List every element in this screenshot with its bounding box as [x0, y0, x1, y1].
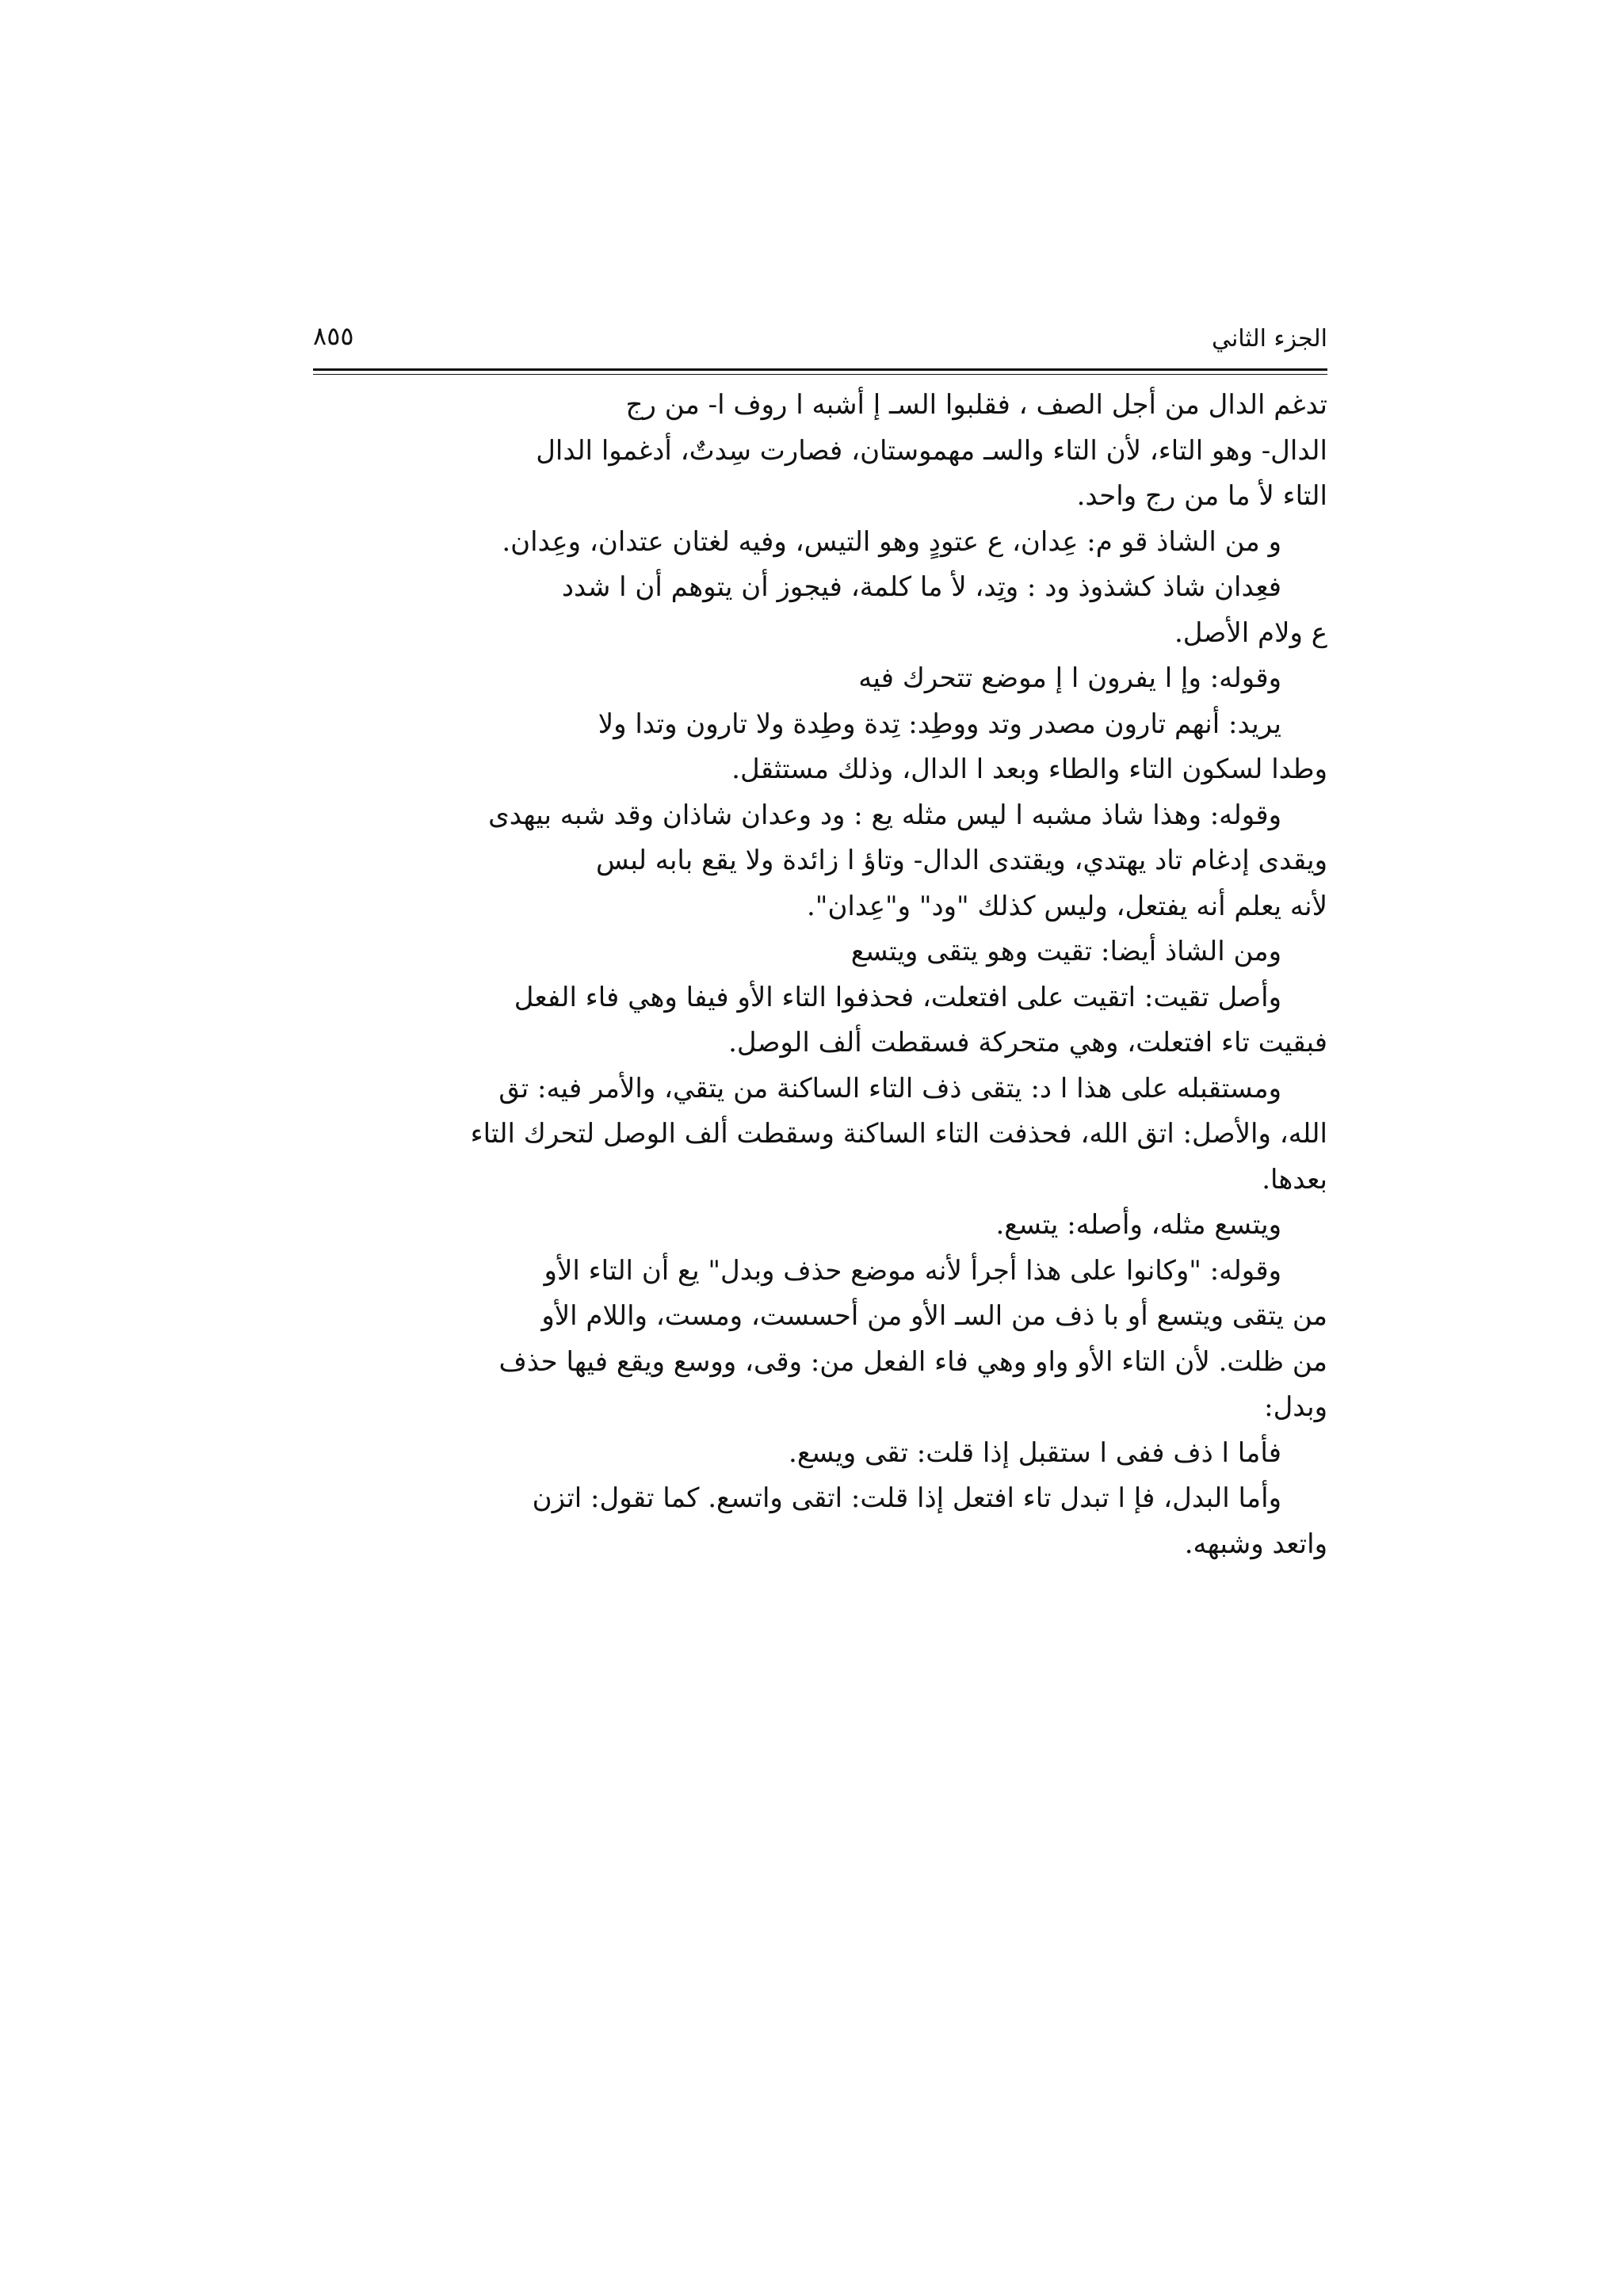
- text-line: تدغم الدال من أجل الصف ، فقلبوا السـ إ أشبه ا روف ا- من رج: [625, 389, 1327, 421]
- header-rule-thick: [313, 368, 1327, 371]
- text-line: وقوله: وإ ا يفرون ا إ موضع تتحرك فيه: [858, 662, 1281, 694]
- text-line: وقوله: "وكانوا على هذا أجرأ لأنه موضع حذف وبدل" يع أن التاء الأو: [544, 1254, 1281, 1287]
- text-line: ومن الشاذ أيضا: تقيت وهو يتقى ويتسع: [850, 936, 1281, 967]
- text-line: وبدل:: [1264, 1391, 1327, 1423]
- text-line: ع ولام الأصل.: [1174, 616, 1327, 649]
- body-text: [313, 383, 1327, 1567]
- text-line: فبقيت تاء افتعلت، وهي متحركة فسقطت ألف الوصل.: [728, 1027, 1327, 1058]
- text-line: واتعد وشبهه.: [1184, 1527, 1327, 1560]
- text-line: بعدها.: [1262, 1163, 1327, 1196]
- page-number: ٨٥٥: [313, 321, 354, 351]
- text-line: الدال- وهو التاء، لأن التاء والسـ مهموستان، فصارت سِدتٌ، أدغموا الدال: [536, 434, 1327, 467]
- text-line: فأما ا ذف ففى ا ستقبل إذا قلت: تقى ويسع.: [789, 1436, 1281, 1469]
- text-line: لأنه يعلم أنه يفتعل، وليس كذلك "ود" و"عِدان".: [807, 890, 1327, 922]
- page-header: [313, 317, 1327, 366]
- running-title: الجزء الثاني: [1211, 325, 1327, 353]
- text-line: ومستقبله على هذا ا د: يتقى ذف التاء الساكنة من يتقي، والأمر فيه: تق: [498, 1072, 1281, 1104]
- text-line: فعِدان شاذ كشذوذ ود : وتِد، لأ ما كلمة، فيجوز أن يتوهم أن ا شدد: [561, 571, 1281, 603]
- header-rule-thin: [313, 374, 1327, 375]
- text-line: الله، والأصل: اتق الله، فحذفت التاء الساكنة وسقطت ألف الوصل لتحرك التاء: [470, 1118, 1327, 1150]
- text-line: وطدا لسكون التاء والطاء وبعد ا الدال، وذلك مستثقل.: [731, 753, 1327, 785]
- text-line: و من الشاذ قو م: عِدان، ع عتودٍ وهو التيس، وفيه لغتان عتدان، وعِدان.: [502, 525, 1281, 558]
- book-page: [313, 317, 1327, 2155]
- text-line: يريد: أنهم تارون مصدر وتد ووطِد: تِدة وطِدة ولا تارون وتدا ولا: [598, 707, 1281, 740]
- text-line: وقوله: وهذا شاذ مشبه ا ليس مثله يع : ود وعدان شاذان وقد شبه بيهدى: [488, 799, 1281, 831]
- text-line: وأما البدل، فإ ا تبدل تاء افتعل إذا قلت: اتقى واتسع. كما تقول: اتزن: [532, 1482, 1281, 1514]
- text-line: من ظلت. لأن التاء الأو واو وهي فاء الفعل من: وقى، ووسع ويقع فيها حذف: [498, 1345, 1327, 1378]
- text-line: وأصل تقيت: اتقيت على افتعلت، فحذفوا التاء الأو فيفا وهي فاء الفعل: [514, 981, 1281, 1013]
- text-line: التاء لأ ما من رج واحد.: [1076, 480, 1327, 512]
- text-line: ويقدى إدغام تاد يهتدي، ويقتدى الدال- وتاؤ ا زائدة ولا يقع بابه لبس: [595, 845, 1327, 876]
- text-line: ويتسع مثله، وأصله: يتسع.: [995, 1209, 1281, 1241]
- text-line: من يتقى ويتسع أو با ذف من السـ الأو من أحسست، ومست، واللام الأو: [541, 1300, 1327, 1332]
